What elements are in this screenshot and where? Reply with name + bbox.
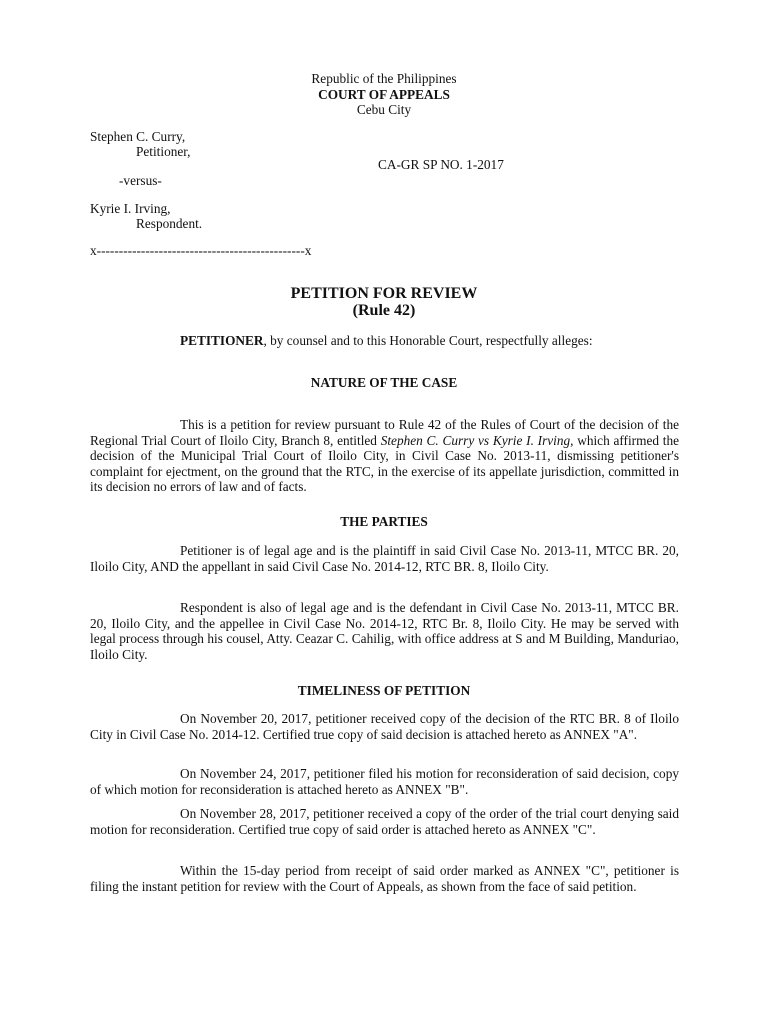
header-court: COURT OF APPEALS (318, 87, 450, 102)
parties-paragraph-2: Respondent is also of legal age and is the defendant in Civil Case No. 2013-11, MTCC BR. 20, Iloilo City, and the appellee in Civil Case No. 2014-12, RTC Br. 8, Iloilo City. He may be served with legal process through his cousel, Atty. Ceazar C. Cahilig, with office address at S and M Building, Manduriao, Iloilo City. (90, 600, 679, 662)
case-number: CA-GR SP NO. 1-2017 (378, 157, 504, 172)
heading-timeliness: TIMELINESS OF PETITION (297, 683, 471, 698)
intro-lead: PETITIONER (180, 333, 264, 348)
header-republic: Republic of the Philippines (311, 71, 457, 86)
intro-text: , by counsel and to this Honorable Court, respectfully alleges: (263, 333, 593, 348)
timeliness-paragraph-2: On November 24, 2017, petitioner filed his motion for reconsideration of said decision, copy of which motion for reconsideration is attached hereto as ANNEX "B". (90, 766, 679, 797)
caption-separator: x-----------------------------------------------x (90, 243, 312, 258)
case-title: Stephen C. Curry vs Kyrie I. Irving (380, 432, 571, 448)
petition-title: PETITION FOR REVIEW (290, 285, 478, 302)
respondent-role: Respondent. (136, 216, 203, 231)
petition-rule: (Rule 42) (352, 302, 416, 319)
parties-paragraph-1: Petitioner is of legal age and is the plaintiff in said Civil Case No. 2013-11, MTCC BR. 20, Iloilo City, AND the appellant in said Civil Case No. 2014-12, RTC BR. 8, Iloilo City. (90, 543, 679, 574)
respondent-name: Kyrie I. Irving, (90, 201, 171, 216)
heading-parties: THE PARTIES (340, 514, 428, 529)
heading-nature: NATURE OF THE CASE (310, 375, 458, 390)
timeliness-paragraph-4: Within the 15-day period from receipt of said order marked as ANNEX "C", petitioner is filing the instant petition for review with the Court of Appeals, as shown from the face of said petition. (90, 863, 679, 894)
timeliness-paragraph-1: On November 20, 2017, petitioner received copy of the decision of the RTC BR. 8 of Iloilo City in Civil Case No. 2014-12. Certified true copy of said decision is attached hereto as ANNEX "A". (90, 711, 679, 742)
petitioner-name: Stephen C. Curry, (90, 129, 186, 144)
header-city: Cebu City (356, 102, 412, 117)
nature-paragraph: This is a petition for review pursuant to Rule 42 of the Rules of Court of the decision of the Regional Trial Court of Iloilo City, Branch 8, entitled Stephen C. Curry vs Kyrie I. Irving, which affirmed the decision of the Municipal Trial Court of Iloilo City, in Civil Case No. 2013-11, dismissing petitioner's complaint for ejectment, on the ground that the RTC, in the exercise of its appellate jurisdiction, committed in its decision no errors of law and of facts. (90, 417, 679, 495)
petitioner-role: Petitioner, (136, 144, 191, 159)
intro-line (180, 333, 593, 349)
timeliness-paragraph-3: On November 28, 2017, petitioner received a copy of the order of the trial court denying said motion for reconsideration. Certified true copy of said order is attached hereto as ANNEX "C". (90, 806, 679, 837)
versus-label: -versus- (119, 173, 162, 188)
